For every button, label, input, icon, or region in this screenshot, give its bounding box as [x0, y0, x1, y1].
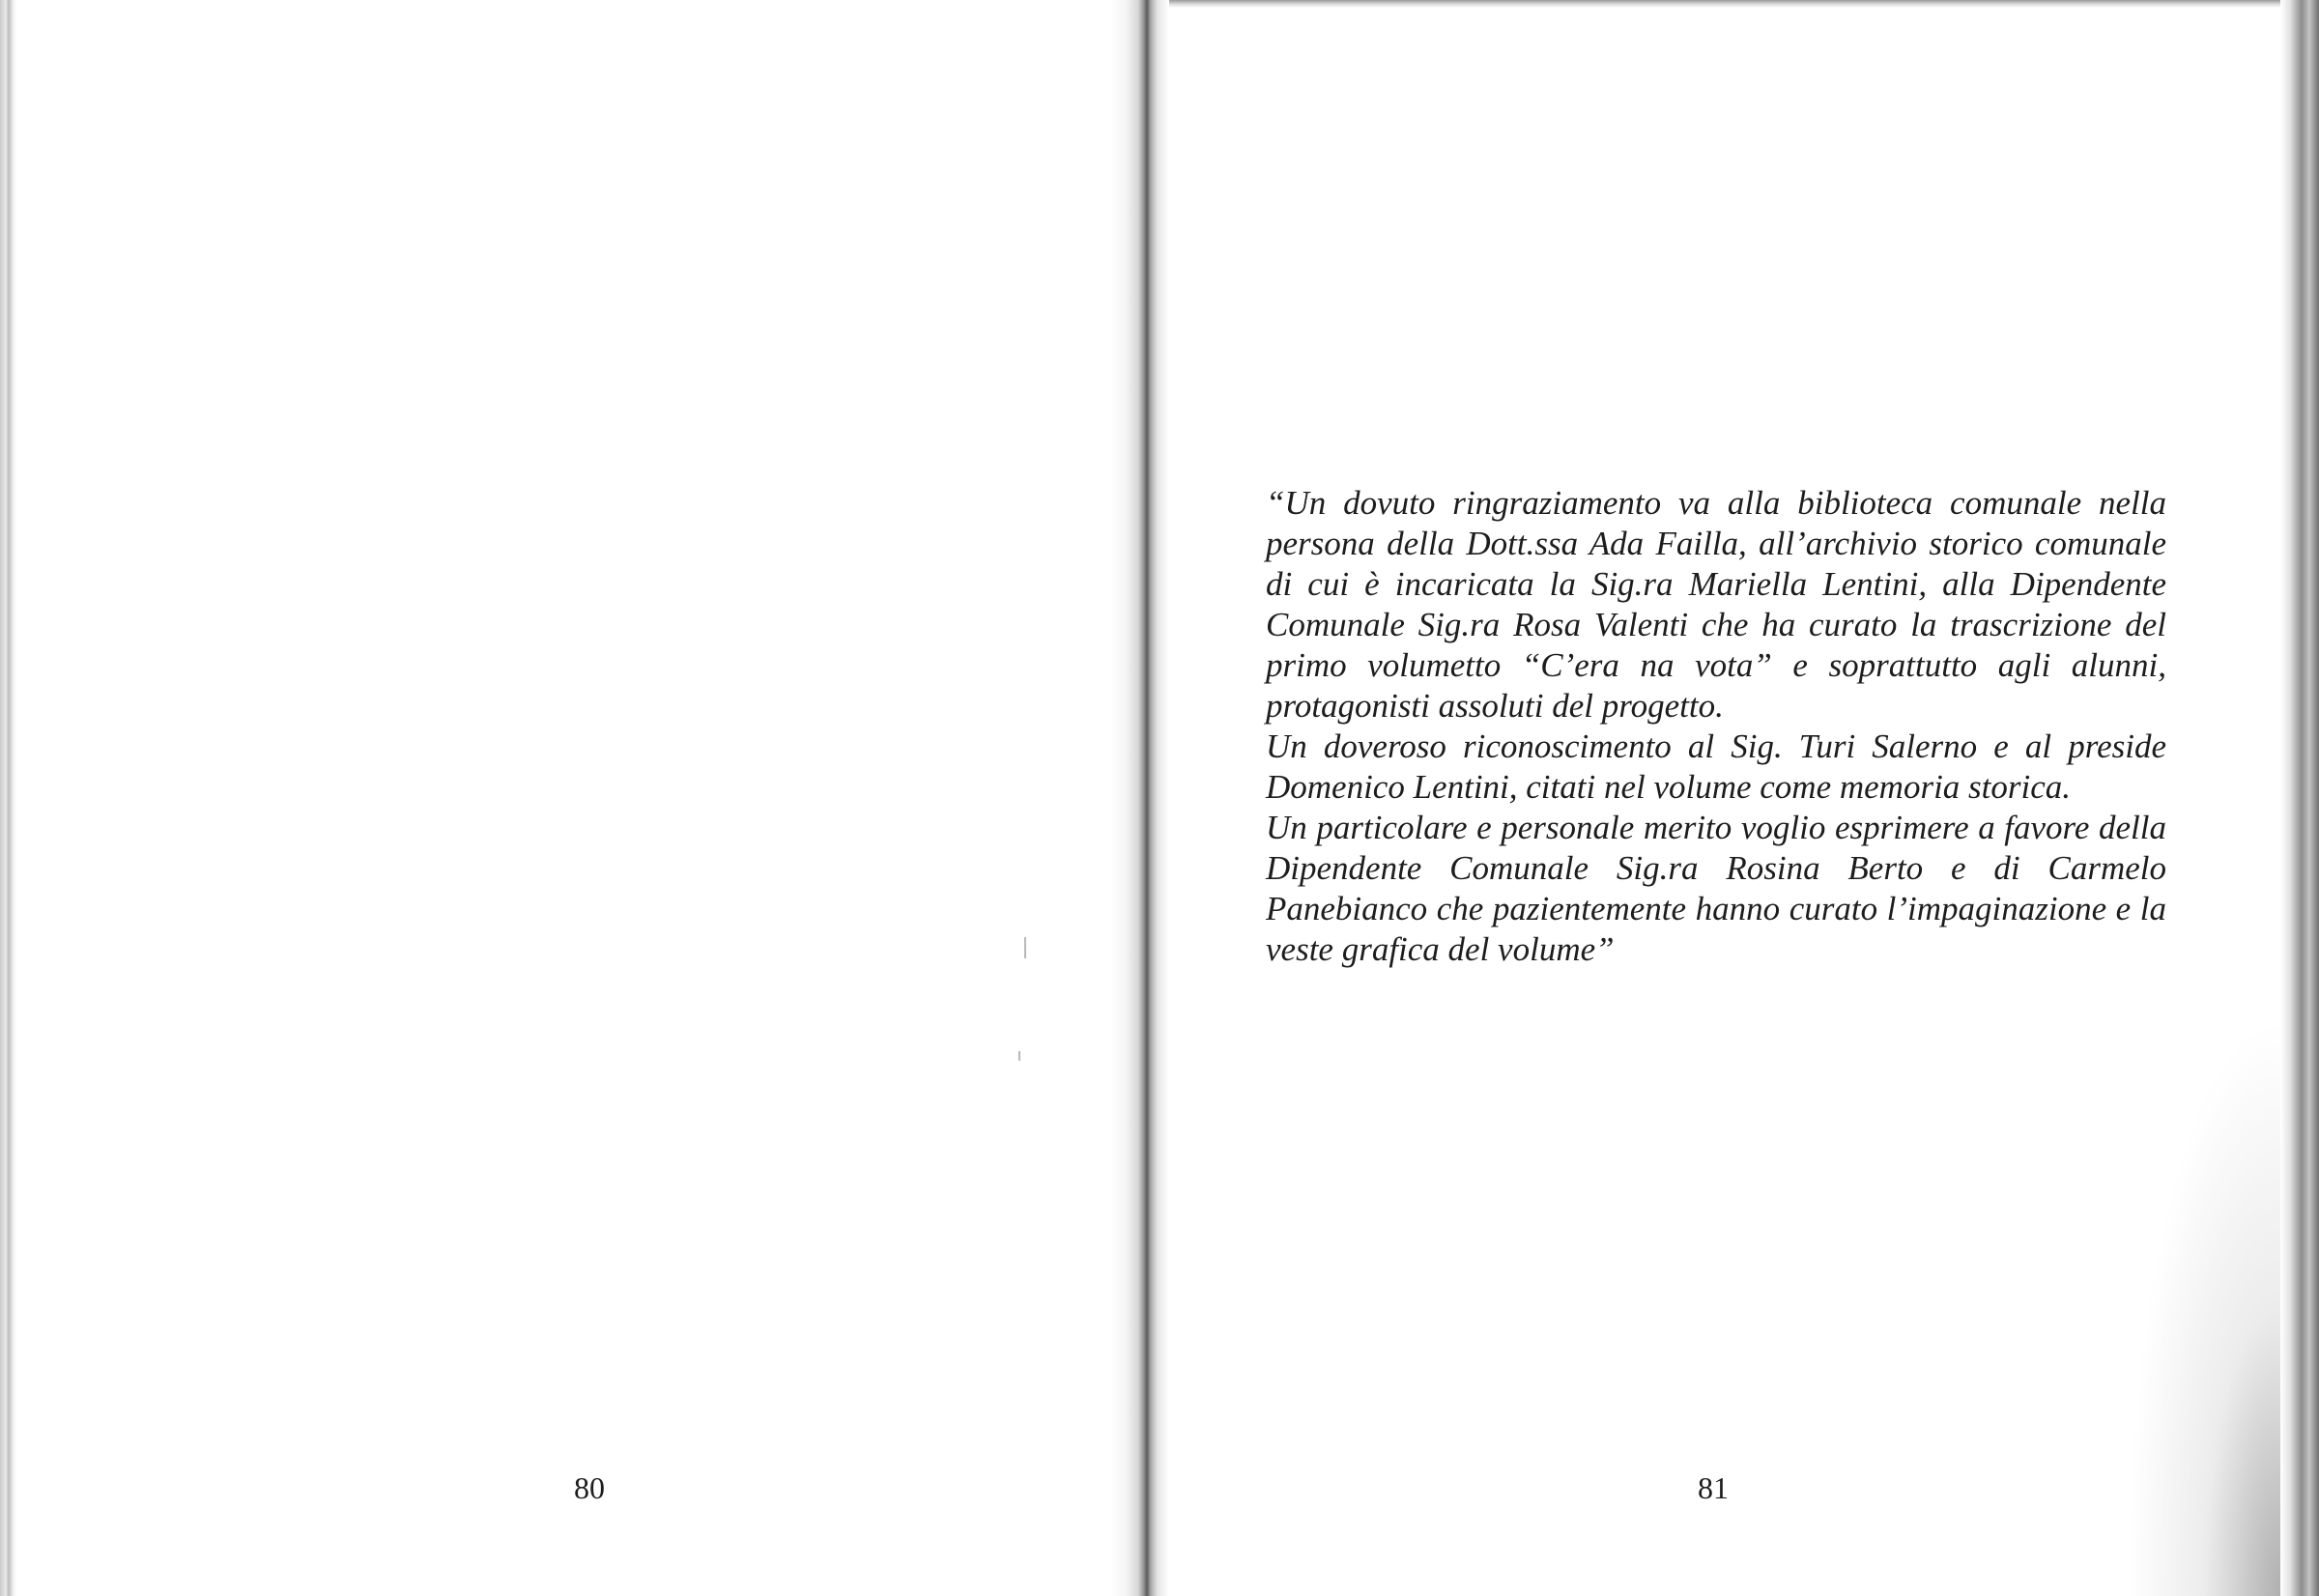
scan-edge-left — [0, 0, 17, 1596]
paper-speck — [1024, 937, 1026, 958]
paragraph: “Un dovuto ringraziamento va alla biblioteca comunale nella persona della Dott.ssa Ada Failla, all’archivio storico comunale di cui è incaricata la Sig.ra Mariella Lentini, alla Dipendente Comunale Sig.ra Rosa Valenti che ha curato la trascrizione del primo volumetto “C’era na vota” e soprattutto agli alunni, protagonisti assoluti del progetto. — [1266, 484, 2166, 725]
book-gutter — [1111, 0, 1169, 1596]
scan-edge-right — [2280, 0, 2319, 1596]
paragraph: Un doveroso riconoscimento al Sig. Turi Salerno e al preside Domenico Lentini, citati nel volume come memoria storica. — [1266, 727, 2166, 806]
acknowledgement-text — [1266, 483, 2166, 970]
page-number-left: 80 — [574, 1470, 605, 1505]
paper-speck — [1018, 1051, 1020, 1061]
left-page — [17, 0, 1111, 1596]
right-page — [1169, 0, 2280, 1596]
paragraph: Un particolare e personale merito voglio esprimere a favore della Dipendente Comunale Sig.ra Rosina Berto e di Carmelo Panebianco che pazientemente hanno curato l’impaginazione e la veste grafica del volume” — [1266, 809, 2166, 968]
page-number-right: 81 — [1698, 1470, 1729, 1505]
page-curl-shadow — [2126, 1014, 2280, 1596]
